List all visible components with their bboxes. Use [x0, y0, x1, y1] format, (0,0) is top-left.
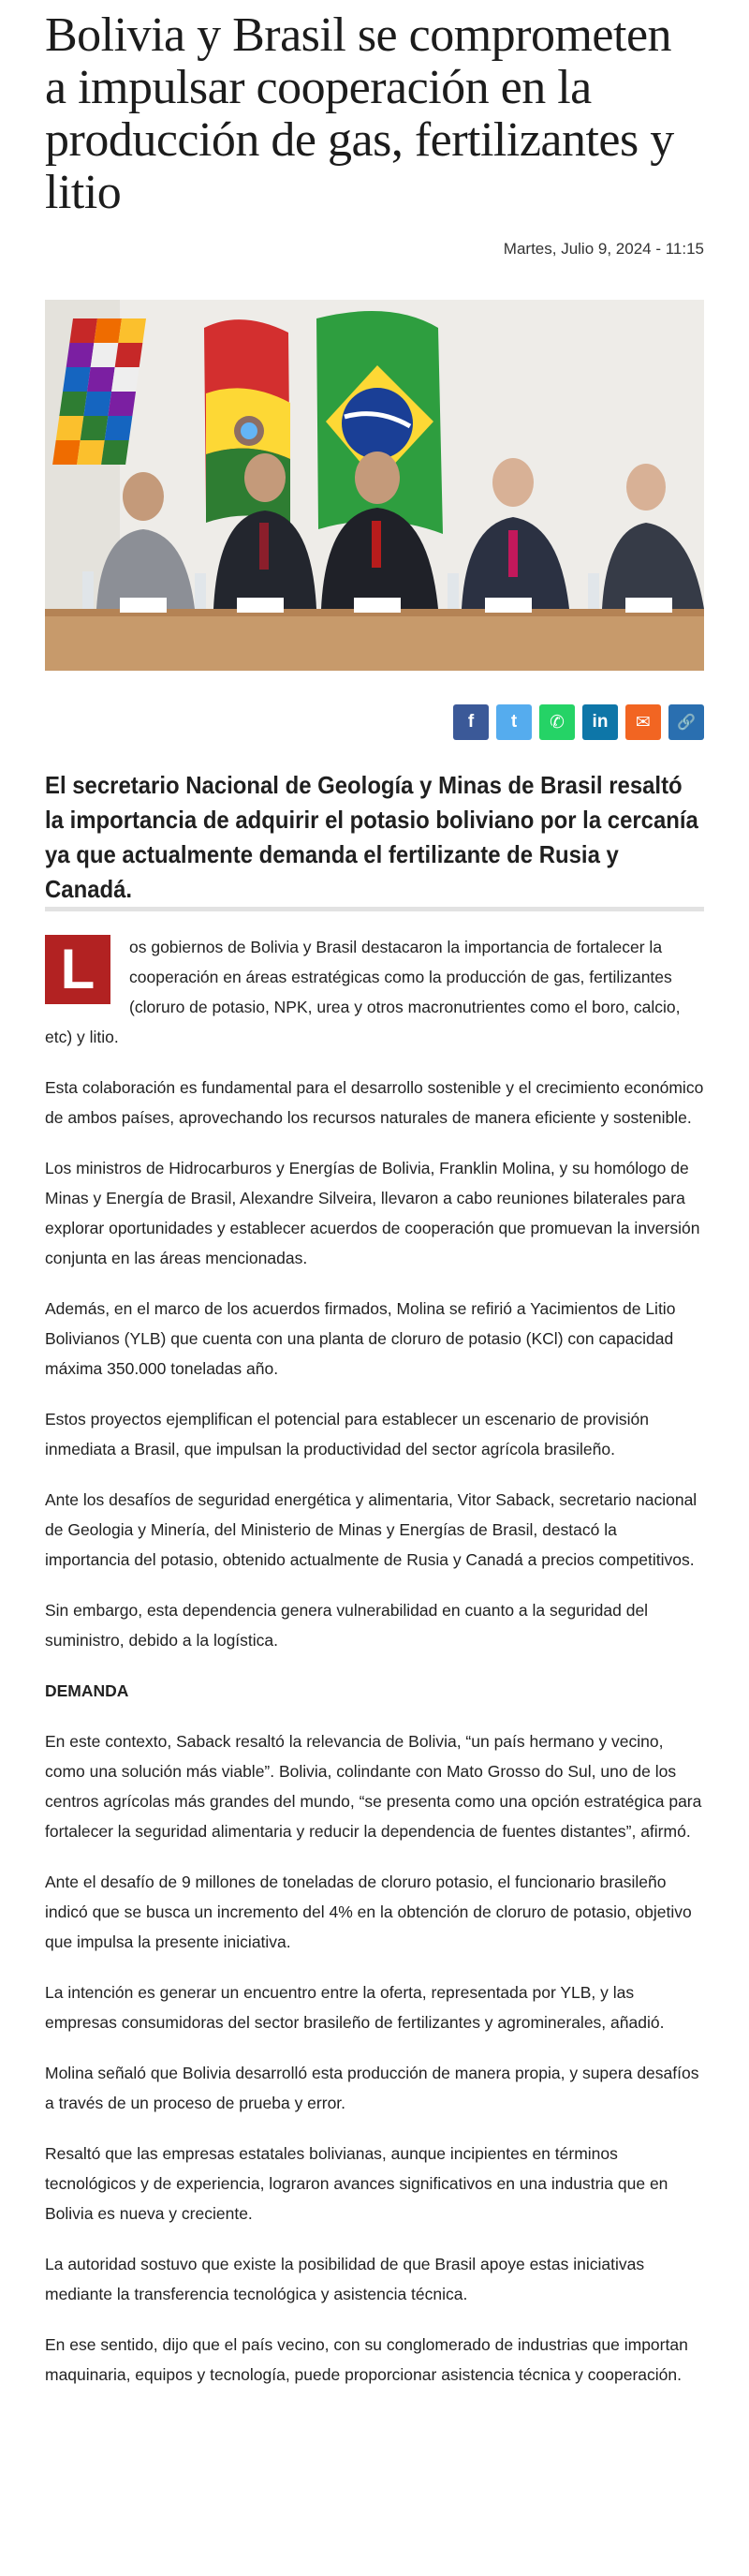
copy-link-button[interactable]	[668, 704, 704, 740]
paragraph: Esta colaboración es fundamental para el desarrollo sostenible y el crecimiento económico de ambos países, aprovechando los recursos naturales de manera eficiente y sostenible.	[45, 1078, 704, 1127]
article-date: Martes, Julio 9, 2024 - 11:15	[503, 240, 704, 258]
paragraph: Estos proyectos ejemplifican el potencial para establecer un escenario de provisión inmediata a Brasil, que impulsan la productividad del sector agrícola brasileño.	[45, 1410, 649, 1458]
paragraph: En este contexto, Saback resaltó la relevancia de Bolivia, “un país hermano y vecino, como una solución más viable”. Bolivia, colindante con Mato Grosso do Sul, uno de los centros agrícolas más grandes del mundo, “se presenta como una opción estratégica para fortalecer la seguridad alimentaria y reducir la dependencia de fuentes distantes”, afirmó.	[45, 1732, 702, 1841]
paragraph: Ante los desafíos de seguridad energética y alimentaria, Vitor Saback, secretario nacional de Geologia y Minería, del Ministerio de Minas y Energías de Brasil, destacó la importancia del potasio, obtenido actualmente de Rusia y Canadá a precios competitivos.	[45, 1490, 698, 1569]
linkedin-icon: in	[592, 712, 609, 732]
whatsapp-icon: ✆	[550, 712, 565, 733]
email-icon: ✉	[636, 712, 651, 733]
article-body	[45, 932, 704, 2410]
twitter-icon: t	[510, 712, 518, 732]
paragraph: Ante el desafío de 9 millones de toneladas de cloruro potasio, el funcionario brasileño indicó que se busca un incremento del 4% en la obtención de cloruro de potasio, objetivo que impulsa la presente iniciativa.	[45, 1873, 692, 1951]
paragraph	[45, 932, 704, 1052]
article-title: Bolivia y Brasil se comprometen a impulsar cooperación en la producción de gas, fertilizantes y litio	[45, 8, 674, 219]
facebook-share-button[interactable]	[453, 704, 489, 740]
divider	[45, 907, 704, 911]
email-share-button[interactable]	[625, 704, 661, 740]
paragraph: En ese sentido, dijo que el país vecino, con su conglomerado de industrias que importan maquinaria, equipos y tecnología, puede proporcionar asistencia técnica y cooperación.	[45, 2335, 688, 2384]
whatsapp-share-button[interactable]	[539, 704, 575, 740]
facebook-icon: f	[467, 712, 475, 732]
paragraph: La intención es generar un encuentro entre la oferta, representada por YLB, y las empresas consumidoras del sector brasileño de fertilizantes y agrominerales, añadió.	[45, 1983, 665, 2032]
first-paragraph-text: os gobiernos de Bolivia y Brasil destacaron la importancia de fortalecer la cooperación en áreas estratégicas como la producción de gas, fertilizantes (cloruro de potasio, NPK, urea y otros macronutrientes como el boro, calcio, etc) y litio.	[45, 938, 681, 1046]
paragraph: Sin embargo, esta dependencia genera vulnerabilidad en cuanto a la seguridad del suministro, debido a la logística.	[45, 1601, 649, 1650]
drop-cap: L	[45, 935, 110, 1004]
paragraph: Resaltó que las empresas estatales bolivianas, aunque incipientes en términos tecnológicos y de experiencia, lograron avances significativos en una industria que en Bolivia es nueva y creciente.	[45, 2144, 668, 2223]
linkedin-share-button[interactable]	[582, 704, 618, 740]
share-bar	[453, 704, 704, 740]
twitter-share-button[interactable]	[496, 704, 532, 740]
section-subheading: DEMANDA	[45, 1681, 129, 1700]
paragraph: Además, en el marco de los acuerdos firmados, Molina se refirió a Yacimientos de Litio Bolivianos (YLB) que cuenta con una planta de cloruro de potasio (KCl) con capacidad máxima 350.000 toneladas año.	[45, 1299, 676, 1378]
link-icon: 🔗	[677, 715, 696, 731]
paragraph: La autoridad sostuvo que existe la posibilidad de que Brasil apoye estas iniciativas mediante la transferencia tecnológica y asistencia técnica.	[45, 2255, 645, 2303]
paragraph: Los ministros de Hidrocarburos y Energías de Bolivia, Franklin Molina, y su homólogo de Minas y Energía de Brasil, Alexandre Silveira, llevaron a cabo reuniones bilaterales para explorar oportunidades y establecer acuerdos de cooperación que promuevan la inversión conjunta en las áreas mencionadas.	[45, 1159, 700, 1267]
article-photo	[45, 300, 704, 671]
paragraph: Molina señaló que Bolivia desarrolló esta producción de manera propia, y supera desafíos a través de un proceso de prueba y error.	[45, 2064, 699, 2112]
article-lead: El secretario Nacional de Geología y Minas de Brasil resaltó la importancia de adquirir el potasio boliviano por la cercanía ya que actualmente demanda el fertilizante de Rusia y Canadá.	[45, 771, 698, 903]
